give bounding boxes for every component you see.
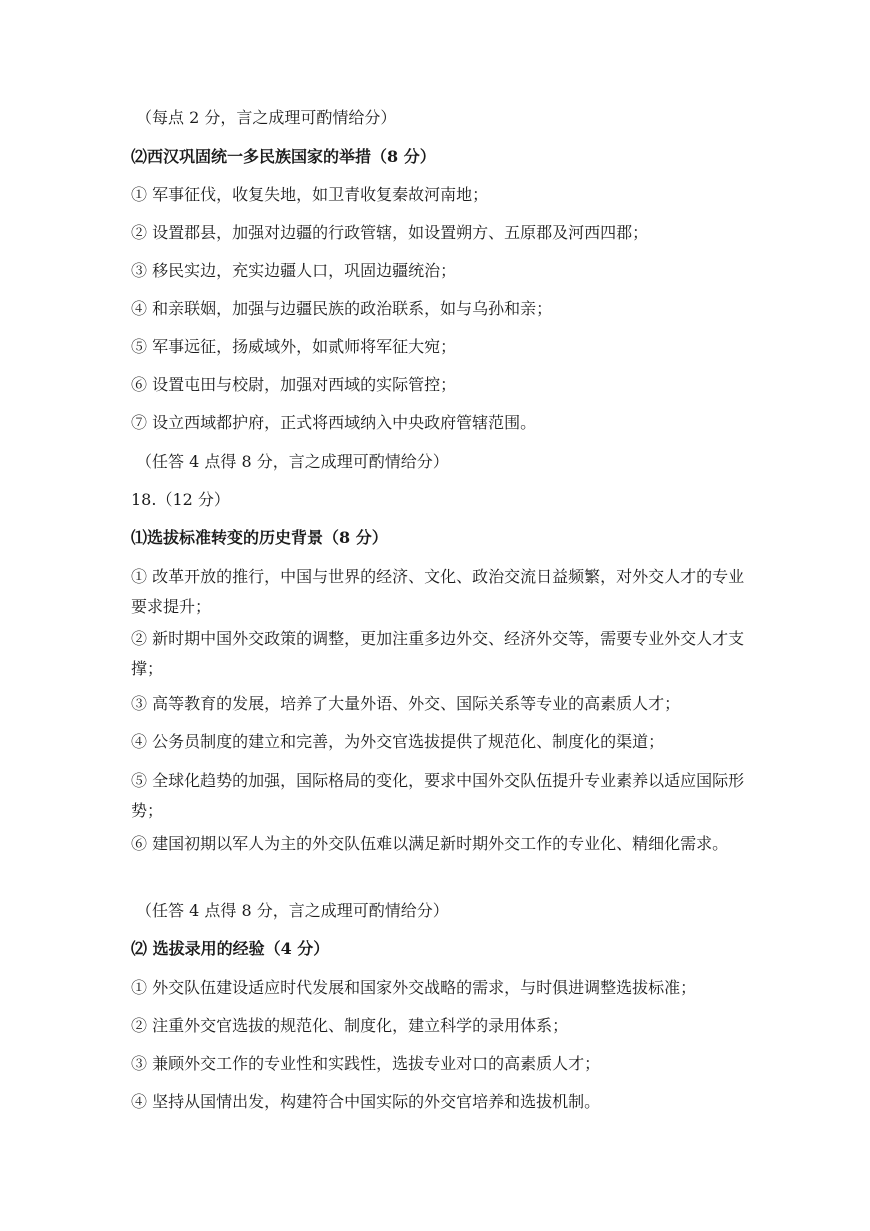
list-item: ② 注重外交官选拔的规范化、制度化，建立科学的录用体系；: [131, 1016, 569, 1035]
list-item: ① 改革开放的推行，中国与世界的经济、文化、政治交流日益频繁，对外交人才的专业要求提升；: [131, 567, 745, 616]
list-item: ④ 和亲联姻，加强与边疆民族的政治联系，如与乌孙和亲；: [131, 299, 553, 318]
list-item: ② 设置郡县，加强对边疆的行政管辖，如设置朔方、五原郡及河西四郡；: [131, 223, 649, 242]
list-item: ⑦ 设立西域都护府，正式将西域纳入中央政府管辖范围。: [131, 413, 537, 432]
list-item: ⑤ 全球化趋势的加强，国际格局的变化，要求中国外交队伍提升专业素养以适应国际形势；: [131, 771, 745, 820]
section-title: ⑴选拔标准转变的历史背景（8 分）: [131, 528, 388, 547]
list-item: ③ 兼顾外交工作的专业性和实践性，选拔专业对口的高素质人才；: [131, 1054, 601, 1073]
scoring-note: （任答 4 点得 8 分，言之成理可酌情给分）: [136, 901, 449, 920]
list-item: ④ 坚持从国情出发，构建符合中国实际的外交官培养和选拔机制。: [131, 1092, 601, 1111]
list-item: ③ 高等教育的发展，培养了大量外语、外交、国际关系等专业的高素质人才；: [131, 694, 681, 713]
scoring-note: （每点 2 分，言之成理可酌情给分）: [136, 108, 397, 127]
list-item: ④ 公务员制度的建立和完善，为外交官选拔提供了规范化、制度化的渠道；: [131, 732, 665, 751]
list-item: ⑥ 设置屯田与校尉，加强对西域的实际管控；: [131, 375, 457, 394]
scoring-note: （任答 4 点得 8 分，言之成理可酌情给分）: [136, 452, 449, 471]
list-item: ⑤ 军事远征，扬威域外，如贰师将军征大宛；: [131, 337, 457, 356]
list-item: ① 外交队伍建设适应时代发展和国家外交战略的需求，与时俱进调整选拔标准；: [131, 978, 697, 997]
list-item: ③ 移民实边，充实边疆人口，巩固边疆统治；: [131, 261, 457, 280]
section-title: ⑵ 选拔录用的经验（4 分）: [131, 939, 330, 958]
list-item: ② 新时期中国外交政策的调整，更加注重多边外交、经济外交等，需要专业外交人才支撑；: [131, 629, 745, 678]
list-item: ① 军事征伐，收复失地，如卫青收复秦故河南地；: [131, 185, 489, 204]
question-number: 18.（12 分）: [131, 490, 230, 509]
list-item: ⑥ 建国初期以军人为主的外交队伍难以满足新时期外交工作的专业化、精细化需求。: [131, 834, 729, 853]
section-title: ⑵西汉巩固统一多民族国家的举措（8 分）: [131, 147, 436, 166]
